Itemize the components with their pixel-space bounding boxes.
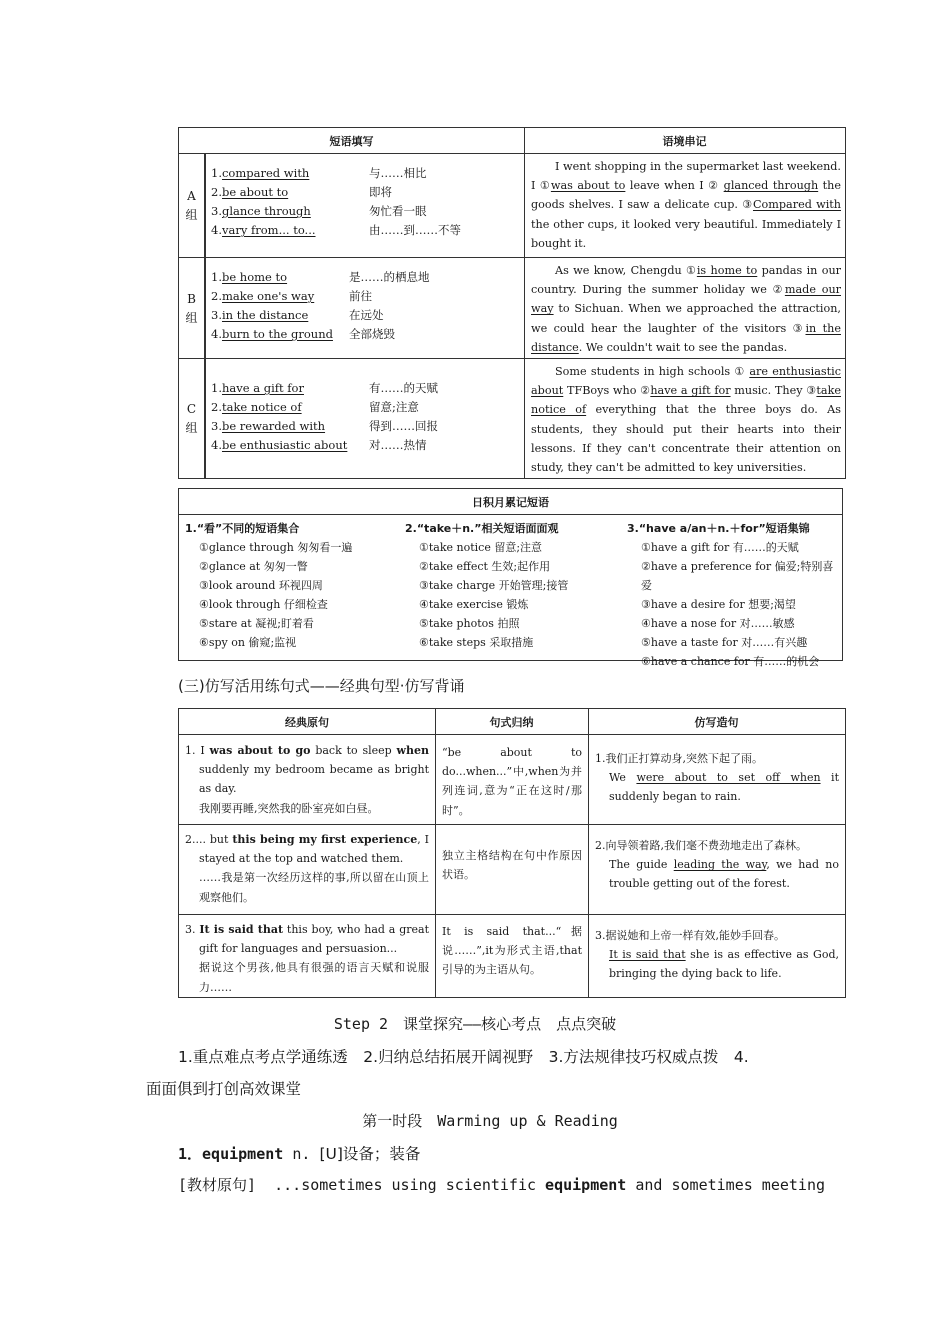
context-text: glanced through	[723, 179, 819, 193]
phrase-english: be enthusiastic about	[221, 438, 348, 452]
context-paragraph	[531, 261, 841, 357]
phrase-english: have a gift for	[221, 381, 304, 395]
phrase-chinese: 得到……回报	[369, 419, 438, 433]
context-text: Some students in high schools ①	[555, 365, 750, 378]
phrase-english: vary from... to...	[221, 223, 316, 237]
original-text: back to sleep	[310, 744, 397, 757]
header-imitate: 仿写造句	[588, 709, 845, 735]
group-label: C 组	[179, 359, 205, 479]
original-text: It is said that	[199, 923, 284, 936]
phrase-fill-header: 短语填写	[179, 128, 524, 154]
context-text: are enthusiastic about	[531, 365, 841, 398]
vocab-entry	[178, 1142, 420, 1164]
vocab-meaning: [U]设备；装备	[319, 1145, 421, 1163]
divider	[179, 914, 845, 915]
phrase-table	[178, 127, 846, 479]
phrase-number: 4.	[211, 327, 222, 341]
source-label: [教材原句]	[178, 1176, 257, 1194]
phrase-english: compared with	[221, 166, 310, 180]
imitation-text: We	[609, 771, 637, 785]
vocab-number: 1．	[178, 1145, 203, 1163]
phrase-number: 1.	[211, 270, 222, 284]
original-text: this being my first experience	[232, 833, 418, 846]
phrase-number: 4.	[211, 438, 222, 452]
phrase-item: ⑤take photos 拍照	[419, 617, 520, 630]
phrase-item: ②glance at 匆匆一瞥	[199, 560, 308, 573]
divider	[588, 709, 589, 997]
phrase-number: 2.	[211, 185, 222, 199]
context-paragraph	[531, 362, 841, 477]
phrase-chinese: 前往	[349, 289, 372, 303]
phrase-chinese: 在远处	[349, 308, 384, 322]
context-text: take notice of	[531, 384, 841, 417]
original-chinese: 我刚要再睡,突然我的卧室亮如白昼。	[199, 801, 379, 815]
context-text: leave when I ②	[625, 179, 724, 193]
imitation-chinese: 3.据说她和上帝一样有效,能妙手回春。	[595, 929, 785, 942]
context-text: TFBoys who ②	[563, 384, 651, 398]
sentence-pattern: “be about to do...when...”中,when为并列连词,意为“正在这时/那时”。	[442, 746, 582, 817]
phrase-chinese: 匆忙看一眼	[369, 204, 427, 218]
context-text: is home to	[696, 264, 758, 277]
phrase-chinese: 由……到……不等	[369, 223, 461, 237]
imitation-text: were about to set off when	[636, 771, 821, 785]
take-phrases-column	[405, 519, 625, 652]
original-text: suddenly my bedroom became as bright as day.	[199, 763, 429, 796]
context-text: the goods shelves. I saw a delicate cup. ③	[531, 179, 841, 212]
phrase-item: ①take notice 留意;注意	[419, 541, 543, 554]
phrase-chinese: 是……的栖息地	[349, 270, 430, 284]
context-text: the other cups, it looked very beautiful. Immediately I bought it.	[531, 217, 841, 250]
vocab-pos: n.	[283, 1145, 320, 1163]
context-text: was about to	[550, 179, 626, 193]
original-text: when	[396, 744, 429, 757]
phrase-item: ①have a gift for 有……的天赋	[641, 541, 799, 554]
accumulation-title: 日积月累记短语	[179, 489, 842, 515]
phrase-number: 3.	[211, 308, 222, 322]
group-row-a	[179, 154, 845, 257]
context-text: to Sichuan. When we approached the attraction, we could hear the laughter of the visitors ③	[531, 302, 841, 335]
original-english	[185, 920, 429, 958]
original-chinese: 据说这个男孩,他具有很强的语言天赋和说服力……	[199, 961, 429, 994]
original-text: , I stayed at the top and watched them.	[199, 833, 430, 866]
context-paragraph	[531, 157, 841, 253]
phrase-english: glance through	[221, 204, 311, 218]
vocab-word: equipment	[202, 1145, 284, 1163]
phrase-item	[211, 183, 288, 202]
phrase-english: make one's way	[221, 289, 315, 303]
phrase-chinese: 全部烧毁	[349, 327, 395, 341]
divider	[179, 824, 845, 825]
phrase-english: in the distance	[221, 308, 309, 322]
phrase-english: be rewarded with	[221, 419, 326, 433]
phrase-chinese: 有……的天赋	[369, 381, 438, 395]
phrase-item	[211, 202, 311, 221]
phrase-item: ⑥take steps 采取措施	[419, 636, 534, 649]
context-text: I went shopping in the supermarket last weekend. I	[531, 160, 841, 193]
context-text: everything that the three boys do. As students, they should put their hearts into their lessons. If they can't concentrate their attention on study, they can't be admitted to key universities.	[531, 403, 841, 475]
phrase-english: burn to the ground	[221, 327, 333, 341]
original-sentence	[185, 741, 429, 818]
phrase-number: 3.	[211, 419, 222, 433]
column-heading: 1.“看”不同的短语集合	[185, 522, 300, 535]
imitation-text: she is as effective as God, bringing the dying back to life.	[609, 948, 839, 981]
original-chinese: ……我是第一次经历这样的事,所以留在山顶上观察他们。	[199, 871, 429, 904]
imitation-english	[595, 855, 839, 893]
phrase-item: ①glance through 匆匆看一遍	[199, 541, 353, 554]
phrase-item: ③have a desire for 想要;渴望	[641, 598, 796, 611]
have-phrases-column	[627, 519, 841, 671]
imitation-sentence	[595, 749, 839, 807]
phrase-chinese: 对……热情	[369, 438, 427, 452]
phrase-item: ③look around 环视四周	[199, 579, 323, 592]
phrase-number: 1.	[211, 381, 222, 395]
imitation-chinese: 1.我们正打算动身,突然下起了雨。	[595, 752, 763, 765]
phrase-english: take notice of	[221, 400, 302, 414]
imitation-text: It is said that	[609, 948, 686, 962]
group-row-b	[179, 257, 845, 358]
imitation-text: it suddenly began to rain.	[609, 771, 839, 804]
phrase-item	[211, 221, 316, 240]
original-text: 1. I	[185, 744, 210, 757]
source-keyword: equipment	[545, 1176, 627, 1194]
sentence-pattern: 独立主格结构在句中作原因状语。	[442, 849, 582, 882]
phrase-number: 1.	[211, 166, 222, 180]
phrase-item: ②take effect 生效;起作用	[419, 560, 551, 573]
context-text: ①	[539, 179, 551, 193]
context-text: Compared with	[752, 198, 841, 212]
section-3-title: (三)仿写活用练句式——经典句型·仿写背诵	[178, 677, 465, 695]
phrase-item	[211, 379, 304, 398]
imitation-english	[595, 768, 839, 806]
phrase-item: ⑤have a taste for 对……有兴趣	[641, 636, 808, 649]
context-text: As we know, Chengdu ①	[555, 264, 697, 277]
original-english	[185, 741, 429, 799]
phrase-item	[211, 287, 314, 306]
phrase-item: ⑥spy on 偷窥;监视	[199, 636, 297, 649]
context-text: in the distance	[531, 321, 841, 354]
phrase-item	[211, 164, 309, 183]
group-label: B 组	[179, 258, 205, 359]
group-row-c	[179, 358, 845, 478]
header-pattern: 句式归纳	[435, 709, 588, 735]
original-sentence	[185, 830, 429, 907]
context-text: made our way	[531, 283, 841, 316]
step-2-title: Step 2 课堂探究——核心考点 点点突破	[333, 1015, 617, 1033]
phrase-english: be about to	[221, 185, 289, 199]
imitation-chinese: 2.向导领着路,我们毫不费劲地走出了森林。	[595, 839, 807, 852]
context-text: have a gift for	[650, 384, 731, 398]
context-text: . We couldn't wait to see the pandas.	[578, 340, 788, 354]
phrase-item	[211, 436, 347, 455]
phrase-item	[211, 268, 287, 287]
imitation-text: , we had no trouble getting out of the forest.	[609, 858, 839, 891]
look-phrases-column	[185, 519, 400, 652]
original-text: 3.	[185, 923, 200, 936]
phrase-number: 3.	[211, 204, 222, 218]
phrase-chinese: 即将	[369, 185, 392, 199]
phrase-item: ④take exercise 锻炼	[419, 598, 529, 611]
step-intro-line1: 1.重点难点考点学通练透 2.归纳总结拓展开阔视野 3.方法规律技巧权威点拨 4.	[178, 1048, 749, 1066]
imitation-sentence	[595, 836, 839, 894]
period-title: 第一时段 Warming up & Reading	[362, 1112, 618, 1130]
step-intro-line2: 面面俱到打创高效课堂	[146, 1080, 302, 1098]
context-text: music. They ③	[730, 384, 817, 398]
sentence-pattern-table	[178, 708, 846, 998]
phrase-item	[211, 417, 325, 436]
divider	[435, 709, 436, 997]
phrase-item: ④have a nose for 对……敏感	[641, 617, 795, 630]
source-before: ...sometimes using scientific	[256, 1176, 546, 1194]
textbook-source-sentence	[178, 1174, 825, 1195]
phrase-item	[211, 306, 308, 325]
phrase-number: 2.	[211, 289, 222, 303]
phrase-item	[211, 325, 333, 344]
source-after: and sometimes meeting	[626, 1176, 826, 1194]
original-text: was about to go	[209, 744, 311, 757]
phrase-item: ⑤stare at 凝视;盯着看	[199, 617, 314, 630]
original-text: 2.... but	[185, 833, 233, 846]
group-label: A 组	[179, 154, 205, 257]
column-heading: 2.“take＋n.”相关短语面面观	[405, 522, 559, 535]
original-sentence	[185, 920, 429, 997]
phrase-chinese: 与……相比	[369, 166, 427, 180]
phrase-item: ④look through 仔细检查	[199, 598, 328, 611]
column-heading: 3.“have a/an＋n.＋for”短语集锦	[627, 522, 810, 535]
phrase-item: ⑥have a chance for 有……的机会	[641, 655, 820, 668]
context-text: pandas in our country. During the summer holiday we ②	[531, 264, 841, 297]
original-english	[185, 830, 429, 868]
phrase-item: ②have a preference for 偏爱;特别喜爱	[641, 560, 834, 592]
context-memory-header: 语境串记	[524, 128, 845, 154]
phrase-item	[211, 398, 302, 417]
header-original: 经典原句	[179, 709, 435, 735]
phrase-english: be home to	[221, 270, 288, 284]
phrase-chinese: 留意;注意	[369, 400, 419, 414]
phrase-accumulation-box	[178, 488, 843, 668]
phrase-number: 4.	[211, 223, 222, 237]
imitation-sentence	[595, 926, 839, 984]
phrase-item: ③take charge 开始管理;接管	[419, 579, 569, 592]
sentence-pattern: It is said that...“据说……”,it为形式主语,that引导的为主语从句。	[442, 925, 582, 977]
imitation-text: leading the way	[673, 858, 767, 872]
phrase-number: 2.	[211, 400, 222, 414]
imitation-english	[595, 945, 839, 983]
original-text: this boy, who had a great gift for languages and persuasion...	[199, 923, 429, 956]
imitation-text: The guide	[609, 858, 674, 872]
